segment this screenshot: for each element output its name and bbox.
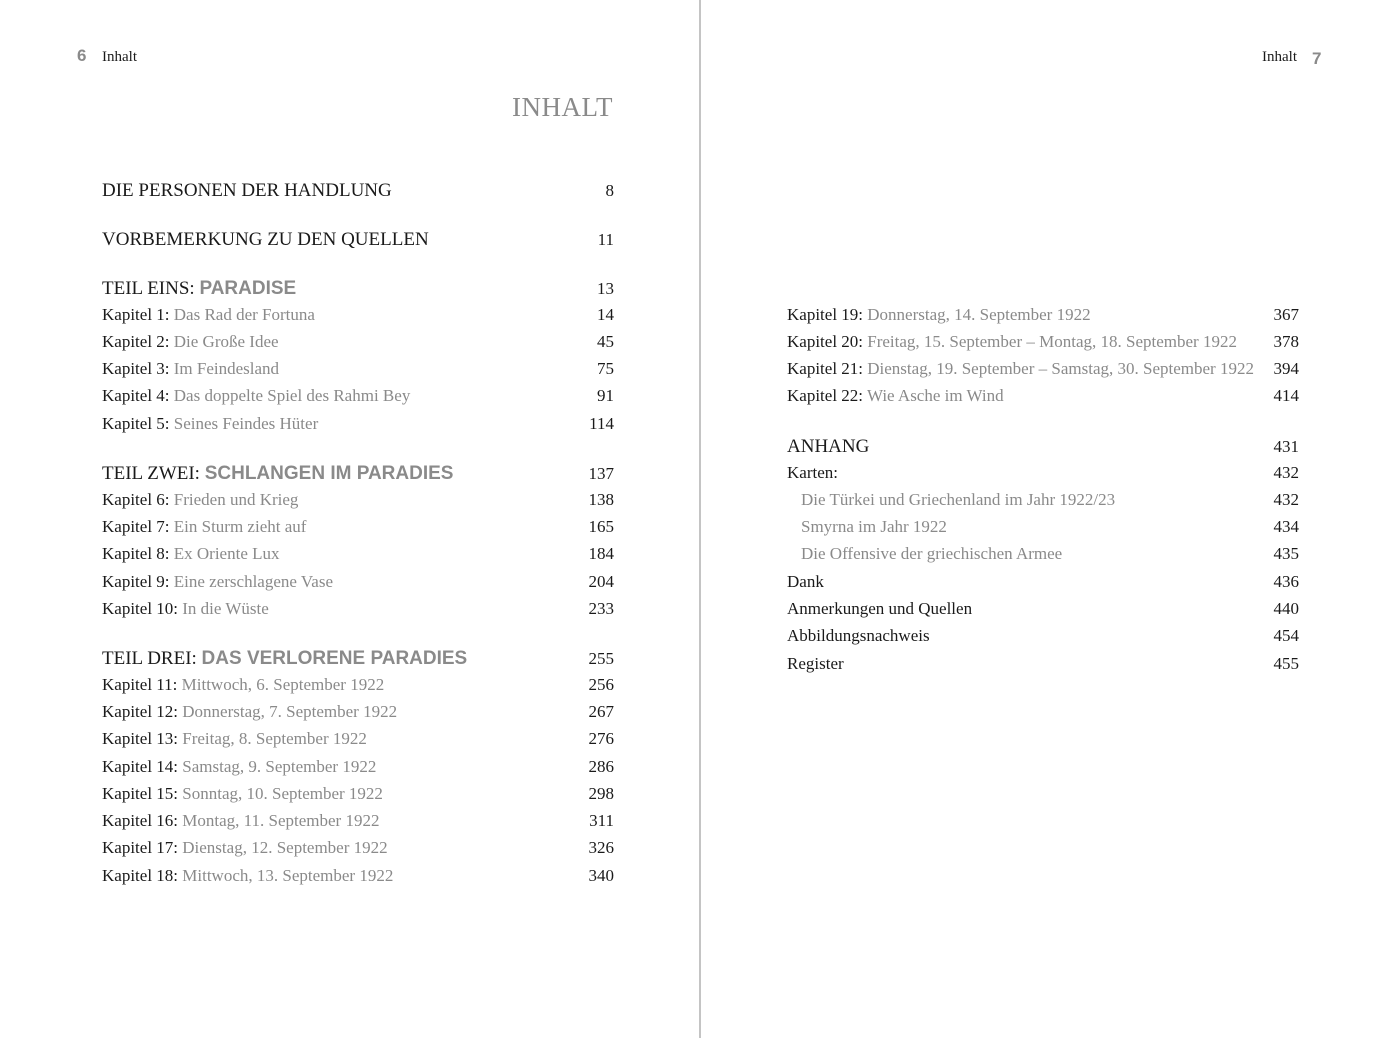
toc-title: INHALT bbox=[512, 92, 613, 122]
part-name: DAS VERLORENE PARADIES bbox=[201, 648, 468, 669]
chapter-page: 138 bbox=[588, 490, 614, 509]
chapter-prefix: Kapitel 21: bbox=[787, 359, 864, 378]
toc-chapter-7[interactable] bbox=[102, 517, 614, 543]
toc-map-1[interactable] bbox=[787, 490, 1299, 516]
toc-abbildungsnachweis[interactable] bbox=[787, 626, 1299, 652]
toc-appendix[interactable] bbox=[787, 436, 1299, 462]
toc-chapter-20[interactable] bbox=[787, 332, 1299, 358]
chapter-prefix: Kapitel 10: bbox=[102, 599, 179, 618]
entry-page: 11 bbox=[597, 230, 614, 249]
appendix-item-page: 455 bbox=[1273, 654, 1299, 673]
chapter-page: 326 bbox=[588, 838, 614, 857]
toc-chapter-5[interactable] bbox=[102, 414, 614, 440]
chapter-title: Mittwoch, 6. September 1922 bbox=[181, 675, 385, 694]
chapter-page: 91 bbox=[597, 386, 614, 405]
maps-page: 432 bbox=[1273, 463, 1299, 482]
toc-anmerkungen[interactable] bbox=[787, 599, 1299, 625]
chapter-page: 267 bbox=[588, 702, 614, 721]
chapter-title: Donnerstag, 7. September 1922 bbox=[182, 702, 398, 721]
chapter-prefix: Kapitel 18: bbox=[102, 866, 179, 885]
toc-chapter-1[interactable] bbox=[102, 305, 614, 331]
chapter-title: Im Feindesland bbox=[173, 359, 280, 378]
chapter-prefix: Kapitel 8: bbox=[102, 544, 170, 563]
map-page: 434 bbox=[1273, 517, 1299, 536]
chapter-prefix: Kapitel 12: bbox=[102, 702, 179, 721]
appendix-item-label: Anmerkungen und Quellen bbox=[787, 599, 973, 618]
toc-chapter-22[interactable] bbox=[787, 386, 1299, 412]
chapter-title: Das doppelte Spiel des Rahmi Bey bbox=[173, 386, 411, 405]
chapter-prefix: Kapitel 15: bbox=[102, 784, 179, 803]
chapter-page: 75 bbox=[597, 359, 614, 378]
chapter-prefix: Kapitel 2: bbox=[102, 332, 170, 351]
chapter-title: Freitag, 8. September 1922 bbox=[182, 729, 367, 748]
appendix-item-label: Dank bbox=[787, 572, 824, 591]
chapter-page: 256 bbox=[588, 675, 614, 694]
chapter-title: In die Wüste bbox=[182, 599, 269, 618]
part-page: 13 bbox=[597, 279, 614, 298]
chapter-title: Dienstag, 19. September – Samstag, 30. September 1922 bbox=[867, 359, 1254, 378]
entry-label: DIE PERSONEN DER HANDLUNG bbox=[102, 180, 392, 201]
toc-chapter-17[interactable] bbox=[102, 838, 614, 864]
chapter-title: Das Rad der Fortuna bbox=[173, 305, 315, 324]
chapter-prefix: Kapitel 14: bbox=[102, 757, 179, 776]
toc-part-2[interactable] bbox=[102, 463, 614, 489]
part-prefix: TEIL DREI: bbox=[102, 648, 197, 669]
toc-chapter-19[interactable] bbox=[787, 305, 1299, 331]
chapter-page: 204 bbox=[588, 572, 614, 591]
map-page: 432 bbox=[1273, 490, 1299, 509]
appendix-item-page: 440 bbox=[1273, 599, 1299, 618]
toc-entry-vorbemerkung[interactable] bbox=[102, 229, 614, 255]
toc-chapter-15[interactable] bbox=[102, 784, 614, 810]
chapter-title: Seines Feindes Hüter bbox=[173, 414, 319, 433]
chapter-prefix: Kapitel 20: bbox=[787, 332, 864, 351]
chapter-prefix: Kapitel 16: bbox=[102, 811, 179, 830]
maps-label: Karten: bbox=[787, 463, 838, 482]
toc-dank[interactable] bbox=[787, 572, 1299, 598]
toc-chapter-14[interactable] bbox=[102, 757, 614, 783]
chapter-title: Die Große Idee bbox=[173, 332, 279, 351]
chapter-title: Wie Asche im Wind bbox=[866, 386, 1004, 405]
chapter-prefix: Kapitel 22: bbox=[787, 386, 864, 405]
toc-chapter-13[interactable] bbox=[102, 729, 614, 755]
chapter-page: 114 bbox=[589, 414, 614, 433]
part-name: SCHLANGEN IM PARADIES bbox=[204, 463, 454, 484]
entry-label: VORBEMERKUNG ZU DEN QUELLEN bbox=[102, 229, 429, 250]
chapter-page: 311 bbox=[589, 811, 614, 830]
chapter-prefix: Kapitel 9: bbox=[102, 572, 170, 591]
appendix-item-page: 454 bbox=[1273, 626, 1299, 645]
part-prefix: TEIL EINS: bbox=[102, 278, 195, 299]
toc-chapter-16[interactable] bbox=[102, 811, 614, 837]
page-gutter bbox=[699, 0, 701, 1038]
toc-chapter-3[interactable] bbox=[102, 359, 614, 385]
toc-chapter-12[interactable] bbox=[102, 702, 614, 728]
map-title: Die Offensive der griechischen Armee bbox=[801, 544, 1063, 563]
chapter-prefix: Kapitel 19: bbox=[787, 305, 864, 324]
toc-chapter-10[interactable] bbox=[102, 599, 614, 625]
appendix-item-label: Register bbox=[787, 654, 844, 673]
chapter-page: 286 bbox=[588, 757, 614, 776]
chapter-title: Mittwoch, 13. September 1922 bbox=[182, 866, 394, 885]
chapter-title: Samstag, 9. September 1922 bbox=[182, 757, 377, 776]
appendix-page: 431 bbox=[1273, 437, 1299, 456]
running-head-right: Inhalt bbox=[1262, 49, 1297, 65]
chapter-prefix: Kapitel 17: bbox=[102, 838, 179, 857]
chapter-title: Montag, 11. September 1922 bbox=[182, 811, 380, 830]
map-page: 435 bbox=[1273, 544, 1299, 563]
running-head-left: Inhalt bbox=[102, 49, 137, 65]
toc-chapter-21[interactable] bbox=[787, 359, 1299, 385]
chapter-prefix: Kapitel 11: bbox=[102, 675, 178, 694]
part-name: PARADISE bbox=[199, 278, 297, 299]
chapter-prefix: Kapitel 7: bbox=[102, 517, 170, 536]
toc-chapter-8[interactable] bbox=[102, 544, 614, 570]
appendix-item-page: 436 bbox=[1273, 572, 1299, 591]
toc-chapter-9[interactable] bbox=[102, 572, 614, 598]
part-prefix: TEIL ZWEI: bbox=[102, 463, 200, 484]
toc-register[interactable] bbox=[787, 654, 1299, 680]
map-title: Smyrna im Jahr 1922 bbox=[801, 517, 947, 536]
part-page: 137 bbox=[588, 464, 614, 483]
chapter-page: 298 bbox=[588, 784, 614, 803]
map-title: Die Türkei und Griechenland im Jahr 1922/23 bbox=[801, 490, 1116, 509]
chapter-page: 184 bbox=[588, 544, 614, 563]
chapter-prefix: Kapitel 5: bbox=[102, 414, 170, 433]
toc-chapter-2[interactable] bbox=[102, 332, 614, 358]
toc-part-1[interactable] bbox=[102, 278, 614, 304]
chapter-page: 276 bbox=[588, 729, 614, 748]
chapter-title: Dienstag, 12. September 1922 bbox=[182, 838, 388, 857]
chapter-page: 14 bbox=[597, 305, 614, 324]
page-number-left: 6 bbox=[77, 46, 87, 65]
chapter-page: 45 bbox=[597, 332, 614, 351]
chapter-prefix: Kapitel 3: bbox=[102, 359, 170, 378]
toc-entry-personen[interactable] bbox=[102, 180, 614, 206]
chapter-page: 233 bbox=[588, 599, 614, 618]
chapter-title: Freitag, 15. September – Montag, 18. September 1922 bbox=[867, 332, 1237, 351]
chapter-page: 414 bbox=[1273, 386, 1299, 405]
chapter-page: 165 bbox=[588, 517, 614, 536]
toc-chapter-4[interactable] bbox=[102, 386, 614, 412]
toc-part-3[interactable] bbox=[102, 648, 614, 674]
chapter-prefix: Kapitel 4: bbox=[102, 386, 170, 405]
toc-map-2[interactable] bbox=[787, 517, 1299, 543]
chapter-title: Ein Sturm zieht auf bbox=[173, 517, 307, 536]
chapter-title: Eine zerschlagene Vase bbox=[173, 572, 333, 591]
toc-chapter-6[interactable] bbox=[102, 490, 614, 516]
chapter-page: 394 bbox=[1273, 359, 1299, 378]
chapter-page: 340 bbox=[588, 866, 614, 885]
toc-maps[interactable] bbox=[787, 463, 1299, 489]
toc-chapter-11[interactable] bbox=[102, 675, 614, 701]
chapter-title: Donnerstag, 14. September 1922 bbox=[867, 305, 1091, 324]
chapter-page: 367 bbox=[1273, 305, 1299, 324]
chapter-page: 378 bbox=[1273, 332, 1299, 351]
appendix-label: ANHANG bbox=[787, 436, 870, 457]
toc-map-3[interactable] bbox=[787, 544, 1299, 570]
chapter-title: Ex Oriente Lux bbox=[173, 544, 280, 563]
appendix-item-label: Abbildungsnachweis bbox=[787, 626, 930, 645]
part-page: 255 bbox=[588, 649, 614, 668]
chapter-title: Frieden und Krieg bbox=[173, 490, 299, 509]
chapter-title: Sonntag, 10. September 1922 bbox=[182, 784, 383, 803]
entry-page: 8 bbox=[605, 181, 614, 200]
chapter-prefix: Kapitel 6: bbox=[102, 490, 170, 509]
chapter-prefix: Kapitel 13: bbox=[102, 729, 179, 748]
toc-chapter-18[interactable] bbox=[102, 866, 614, 892]
chapter-prefix: Kapitel 1: bbox=[102, 305, 170, 324]
page-number-right: 7 bbox=[1312, 49, 1322, 68]
